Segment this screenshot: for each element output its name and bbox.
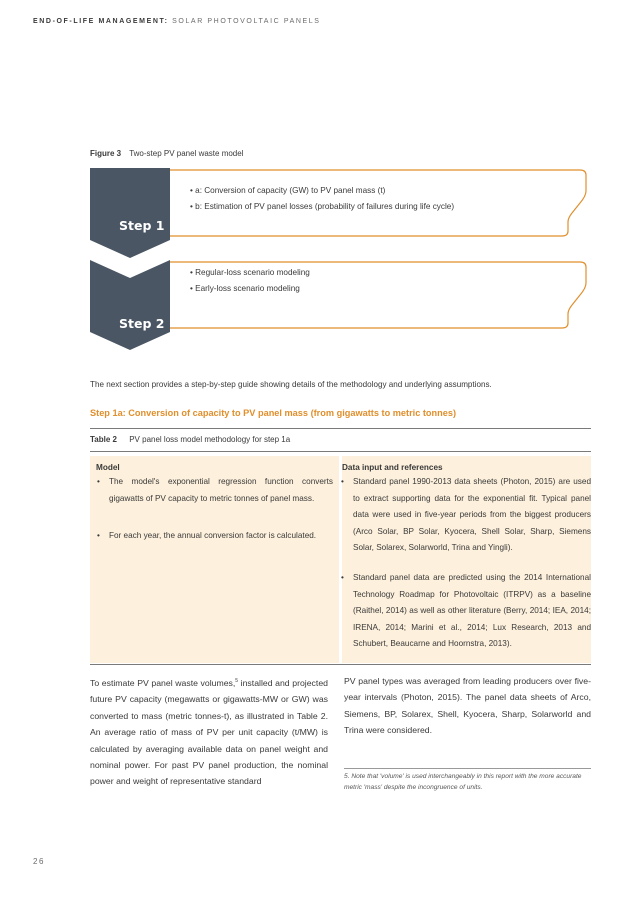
bullet-glyph: • xyxy=(97,477,100,486)
body-left-column xyxy=(90,673,328,790)
footnote-rule xyxy=(344,768,591,769)
step-2-bullet-early: • Early-loss scenario modeling xyxy=(190,284,300,294)
data-input-header: Data input and references xyxy=(342,463,443,472)
running-header xyxy=(33,18,321,25)
bullet-glyph: • xyxy=(341,573,344,582)
methodology-table xyxy=(90,456,591,663)
footnote: 5. Note that 'volume' is used interchangeably in this report with the more accurate metric 'mass' despite the incongruence of units. xyxy=(344,773,582,791)
table-caption xyxy=(90,435,290,444)
step-1-bullet-b: • b: Estimation of PV panel losses (probability of failures during life cycle) xyxy=(190,202,455,212)
step-2-bullets xyxy=(190,269,310,301)
data-input-item-text: Standard panel 1990-2013 data sheets (Photon, 2015) are used to extract supporting data for the exponential fit. Typical panel data were used in five-year periods from the biggest producers (Arco Solar, BP Solar, Kyocera, Shell Solar, Sharp, Siemens Solar, Solarex, Solarworld, Trina and Yingli). xyxy=(353,477,591,553)
table-title: PV panel loss model methodology for step 1a xyxy=(129,435,291,444)
step-1-chevron xyxy=(90,168,170,258)
step-1-bullet-a: • a: Conversion of capacity (GW) to PV panel mass (t) xyxy=(190,186,386,195)
step-1-label: Step 1 xyxy=(119,218,165,233)
header-rest: SOLAR PHOTOVOLTAIC PANELS xyxy=(172,18,321,25)
data-input-column xyxy=(342,456,591,663)
table-top-rule xyxy=(90,428,591,429)
bullet-glyph: • xyxy=(97,531,100,540)
step-2-label: Step 2 xyxy=(119,316,165,331)
body-right-column: PV panel types was averaged from leading producers over five-year intervals (Photon, 2015). The panel data sheets of Arco, Siemens, BP, Solarex, Shell, Kyocera, Sharp, Solarworld and Trina were considered. xyxy=(344,676,591,736)
bullet-glyph: • xyxy=(341,477,344,486)
data-input-item xyxy=(341,570,591,653)
footnote-marker: 5 xyxy=(235,678,239,684)
body-left-text-2: installed and projected future PV capacity (megawatts or gigawatts-MW or GW) was converted to mass (metric tonnes-t), as illustrated in Table 2. An average ratio of mass of PV per unit capacity (t/MW) is calculated by averaging available data on panel weight and nominal power. For past PV panel production, the nominal power and weight of representative standard xyxy=(90,677,328,787)
table-label: Table 2 xyxy=(90,435,117,444)
model-item xyxy=(97,474,333,507)
step-2-bullet-regular: • Regular-loss scenario modeling xyxy=(190,268,310,277)
body-left-text-1: To estimate PV panel waste volumes, xyxy=(90,677,236,688)
step-1-bullets xyxy=(190,187,454,219)
model-item-text: The model's exponential regression function converts gigawatts of PV capacity to metric tonnes of panel mass. xyxy=(109,477,333,503)
figure-title: Two-step PV panel waste model xyxy=(129,149,244,158)
step-1a-heading: Step 1a: Conversion of capacity to PV panel mass (from gigawatts to metric tonnes) xyxy=(90,408,457,418)
figure-label: Figure 3 xyxy=(90,149,122,158)
model-item-text: For each year, the annual conversion factor is calculated. xyxy=(109,531,317,540)
table-caption-rule xyxy=(90,451,591,452)
model-item xyxy=(97,528,333,545)
step-2-chevron xyxy=(90,260,170,350)
model-column xyxy=(90,456,339,663)
data-input-item xyxy=(341,474,591,557)
data-input-item-text: Standard panel data are predicted using the 2014 International Technology Roadmap for Photovoltaic (ITRPV) as a baseline (Raithel, 2014) as well as other literature (Berry, 2014; IEA, 2014; IRENA, 2014; Marini et al., 2014; Lux Research, 2013 and Schubert, Beaucarne and Hoornstra, 2013). xyxy=(353,573,591,649)
header-bold: END-OF-LIFE MANAGEMENT: xyxy=(33,18,169,25)
model-header: Model xyxy=(96,463,120,472)
page-number: 26 xyxy=(33,857,45,866)
table-bottom-rule xyxy=(90,664,591,665)
intro-text: The next section provides a step-by-step guide showing details of the methodology and underlying assumptions. xyxy=(90,380,492,389)
figure-caption xyxy=(90,149,243,158)
